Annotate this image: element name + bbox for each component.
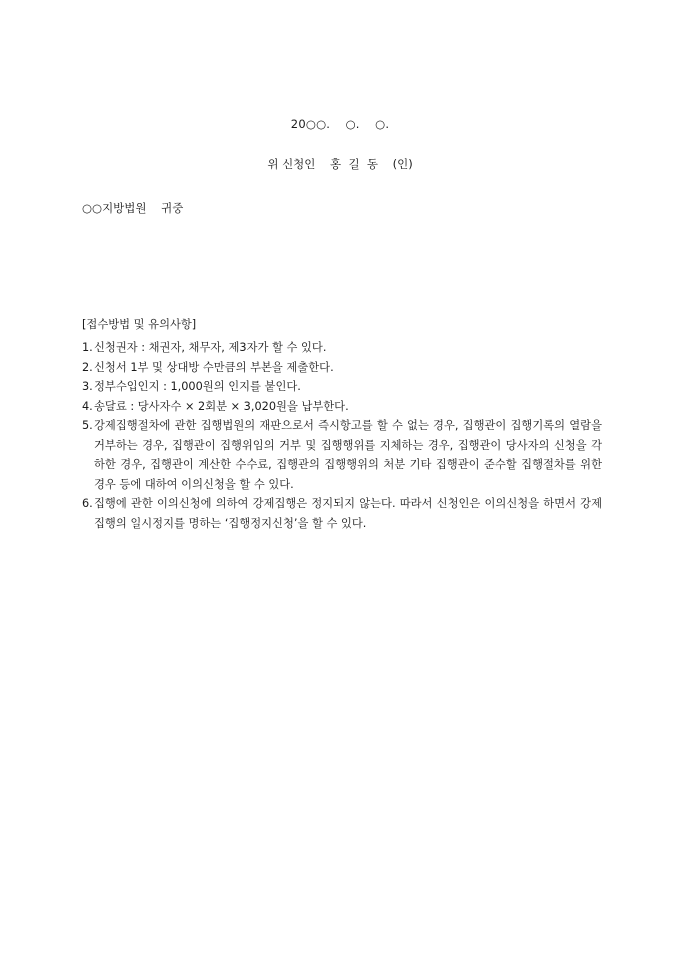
note-number: 6. xyxy=(82,497,93,510)
note-text: 강제집행절차에 관한 집행법원의 재판으로서 즉시항고를 할 수 없는 경우, 집행관이 집행기록의 열람을 거부하는 경우, 집행관이 집행위임의 거부 및 집행행위를 지체하는 경우, 집행관이 당사자의 신청을 각하한 경우, 집행관이 계산한 수수료, 집행관의 집행행위의 처분 기타 집행관이 준수할 집행절차를 위한 경우 등에 대하여 이의신청을 할 수 있다. xyxy=(94,419,602,491)
note-text: 송달료 : 당사자수 × 2회분 × 3,020원을 납부한다. xyxy=(94,399,349,413)
note-item-2 xyxy=(82,358,602,378)
applicant-signature-line: 위 신청인 홍 길 동 (인) xyxy=(267,157,413,171)
note-text: 신청서 1부 및 상대방 수만큼의 부본을 제출한다. xyxy=(94,360,334,374)
note-text: 정부수입인지 : 1,000원의 인지를 붙인다. xyxy=(94,380,301,393)
note-text: 집행에 관한 이의신청에 의하여 강제집행은 정지되지 않는다. 따라서 신청인은 이의신청을 하면서 강제집행의 일시정지를 명하는 ‘집행정지신청’을 할 수 있다. xyxy=(94,497,602,530)
note-item-5 xyxy=(82,416,602,494)
court-addressee: ○○지방법원 귀중 xyxy=(82,201,184,215)
note-number: 3. xyxy=(82,380,93,393)
note-number: 5. xyxy=(82,419,93,432)
date-line: 20○○. ○. ○. xyxy=(290,117,390,131)
note-item-1 xyxy=(82,338,602,358)
note-item-6 xyxy=(82,494,602,533)
note-item-3 xyxy=(82,377,602,397)
note-number: 1. xyxy=(82,341,93,354)
note-item-4 xyxy=(82,397,602,417)
notes-header: [접수방법 및 유의사항] xyxy=(82,318,197,331)
note-number: 2. xyxy=(82,360,93,374)
notes-section xyxy=(82,316,602,533)
note-text: 신청권자 : 채권자, 채무자, 제3자가 할 수 있다. xyxy=(94,341,327,354)
note-number: 4. xyxy=(82,399,93,413)
notes-list xyxy=(82,338,602,533)
